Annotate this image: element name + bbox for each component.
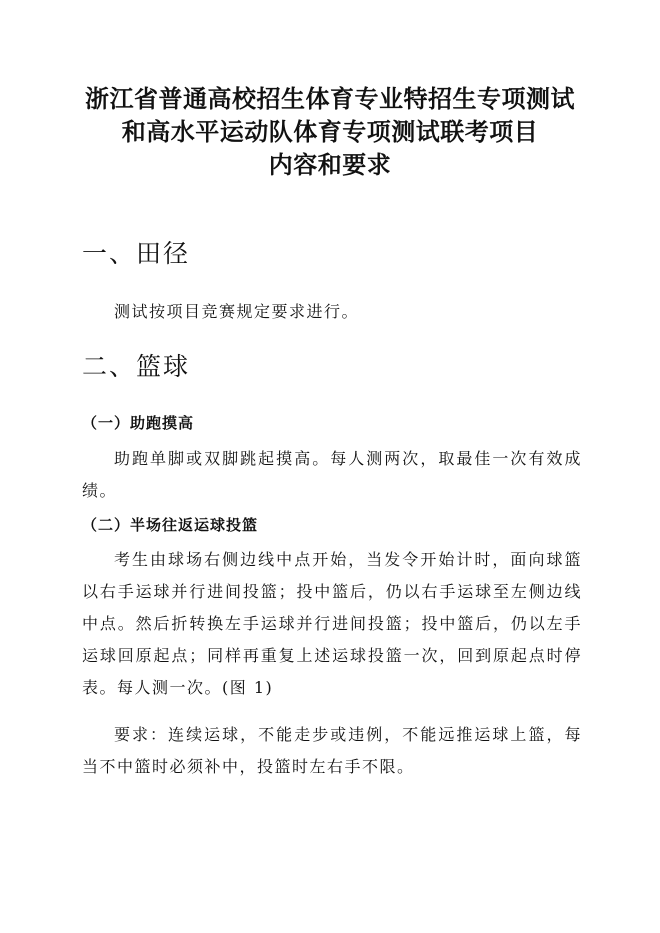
track-and-field-paragraph: 测试按项目竞赛规定要求进行。 [114, 302, 360, 321]
run-up-touch-paragraph: 助跑单脚或双脚跳起摸高。每人测两次，取最佳一次有效成绩。 [82, 449, 582, 500]
subsection-heading-dribble-shoot: （二）半场往返运球投篮 [82, 516, 259, 534]
title-line-3: 内容和要求 [268, 150, 392, 179]
section-heading-track-and-field: 一、田径 [82, 239, 191, 268]
document-title [0, 82, 660, 181]
title-line-2: 和高水平运动队体育专项测试联考项目 [121, 117, 539, 146]
dribble-shoot-paragraph: 考生由球场右侧边线中点开始，当发令开始计时，面向球篮以右手运球并行进间投篮；投中篮后，仍以右手运球至左侧边线中点。然后折转换左手运球并行进间投篮；投中篮后，仍以左手运球回原起点；同样再重复上述运球投篮一次，回到原起点时停表。每人测一次。(图 1) [82, 550, 582, 697]
title-line-1: 浙江省普通高校招生体育专业特招生专项测试 [85, 84, 575, 113]
subsection-heading-run-up-touch: （一）助跑摸高 [82, 414, 195, 432]
dribble-shoot-requirements-paragraph: 要求：连续运球，不能走步或违例，不能远推运球上篮，每当不中篮时必须补中，投篮时左右手不限。 [82, 725, 582, 776]
section-heading-basketball: 二、篮球 [82, 352, 191, 381]
